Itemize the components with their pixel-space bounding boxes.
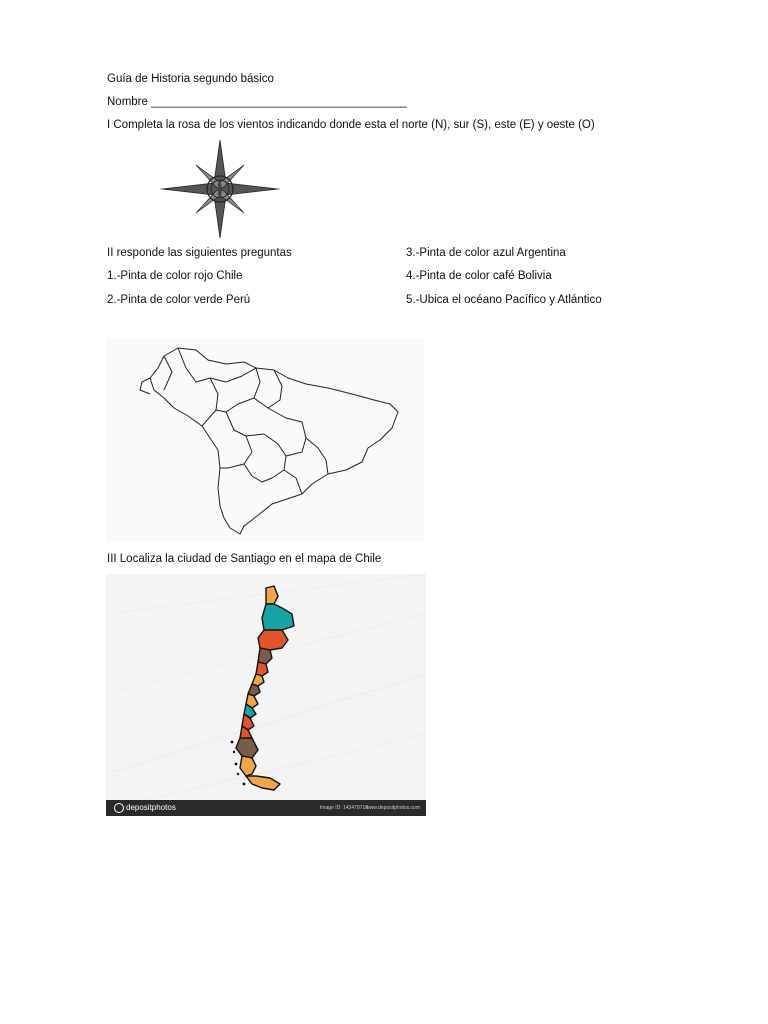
depositphotos-logo: depositphotos [114,802,176,814]
section-2-heading: II responde las siguientes preguntas [107,247,292,259]
question-1: 1.-Pinta de color rojo Chile [107,270,243,282]
question-3: 3.-Pinta de color azul Argentina [406,247,566,259]
image-id: Image ID: 143479718 [319,805,368,811]
chile-map-panel [106,574,426,816]
watermark-footer [106,800,426,816]
question-2: 2.-Pinta de color verde Perú [107,294,251,306]
section-3-instruction: III Localiza la ciudad de Santiago en el mapa de Chile [107,553,382,565]
name-line: Nombre ________________________________________ [107,96,407,108]
section-1-instruction: I Completa la rosa de los vientos indicando donde esta el norte (N), sur (S), este (E) y oeste (O) [107,119,595,131]
question-4: 4.-Pinta de color café Bolivia [406,270,552,282]
watermark-site: www.depositphotos.com [366,805,420,811]
chile-regions-map [106,574,426,800]
worksheet-title: Guía de Historia segundo básico [107,73,274,85]
question-5: 5.-Ubica el océano Pacífico y Atlántico [406,294,602,306]
south-america-map [106,338,424,542]
compass-rose-icon [160,140,280,238]
